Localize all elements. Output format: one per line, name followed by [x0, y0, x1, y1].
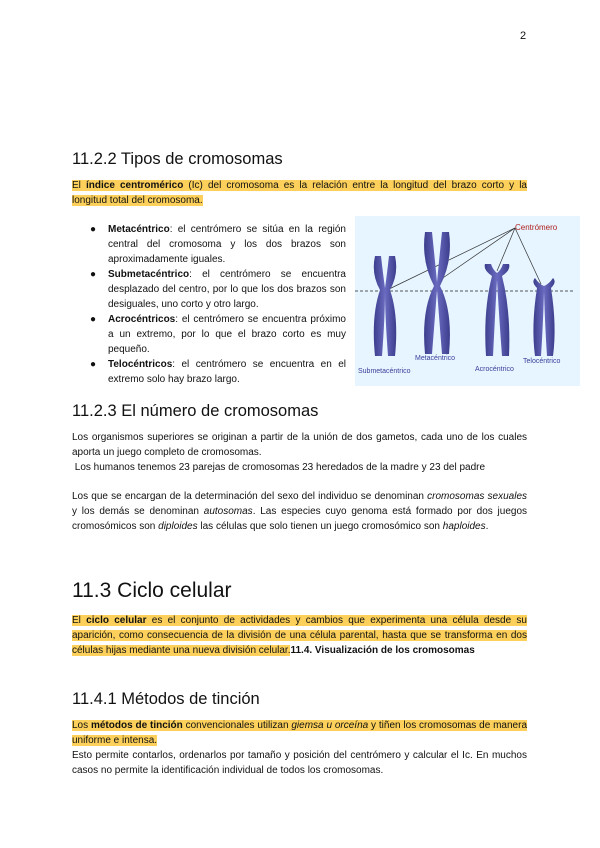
label-acrocentrico: Acrocéntrico: [475, 366, 514, 373]
paragraph-cromosomas-sexuales: Los que se encargan de la determinación del sexo del individuo se denominan cromosomas sexuales y los demás se denominan autosomas. Las especies cuyo genoma está formado por dos juegos cromosómicos son diploides las células que solo tienen un juego cromosómico son haploides.: [72, 491, 528, 532]
submetacentric-chromosome: [374, 256, 396, 356]
heading-metodos-tincion: 11.4.1 Métodos de tinción: [72, 690, 260, 708]
pointer-lines: [385, 228, 541, 291]
label-submetacentrico: Submetacéntrico: [358, 368, 411, 375]
paragraph-indice-centromerico: El índice centromérico (Ic) del cromosoma es la relación entre la longitud del brazo corto y la longitud total del cromosoma.: [72, 180, 527, 206]
term-metodos-tincion: métodos de tinción: [90, 720, 183, 731]
bullet-icon: ●: [90, 314, 97, 325]
label-metacentrico: Metacéntrico: [415, 355, 456, 362]
paragraph-ciclo-celular: El ciclo celular es el conjunto de actividades y cambios que experimenta una célula desde su aparición, como consecuencia de la división de una célula parental, hasta que se transforma en dos células hijas mediante una nueva división celular.11.4. Visualización de los cromosomas: [72, 615, 527, 656]
paragraph-humanos: Los humanos tenemos 23 parejas de cromosomas 23 heredados de la madre y 23 del padre: [72, 462, 486, 473]
telocentric-chromosome: [533, 278, 554, 356]
heading-tipos-cromosomas: 11.2.2 Tipos de cromosomas: [72, 150, 283, 168]
paragraph-contarlos: Esto permite contarlos, ordenarlos por tamaño y posición del centrómero y calcular el Ic. En muchos casos no permite la identificación individual de todos los cromosomas.: [72, 750, 527, 776]
paragraph-metodos-tincion: Los métodos de tinción convencionales utilizan giemsa u orceína y tiñen los cromosomas de manera uniforme e intensa.: [72, 720, 528, 746]
heading-numero-cromosomas: 11.2.3 El número de cromosomas: [72, 402, 319, 420]
bullet-icon: ●: [90, 269, 97, 280]
acrocentric-chromosome: [485, 264, 510, 356]
heading-ciclo-celular: 11.3 Ciclo celular: [72, 579, 232, 602]
metacentric-chromosome: [424, 232, 450, 354]
chromosome-types-list: [90, 222, 346, 387]
label-centromero: Centrómero: [515, 223, 558, 232]
term-indice-centromerico: índice centromérico: [85, 180, 184, 191]
term-ciclo-celular: ciclo celular: [86, 615, 147, 626]
label-telocentrico: Telocéntrico: [523, 358, 561, 365]
page-number: 2: [520, 30, 527, 42]
bullet-icon: ●: [90, 224, 97, 235]
bullet-icon: ●: [90, 359, 97, 370]
heading-visualizacion-inline: 11.4. Visualización de los cromosomas: [290, 645, 475, 656]
paragraph-gametos: Los organismos superiores se originan a partir de la unión de dos gametos, cada uno de los cuales aporta un juego completo de cromosomas.: [72, 432, 527, 458]
list-item: ● Submetacéntrico: el centrómero se encuentra desplazado del centro, por lo que los dos brazos son desiguales, uno corto y otro largo.: [90, 269, 346, 310]
list-item: ● Metacéntrico: el centrómero se sitúa en la región central del cromosoma y los dos brazos son aproximadamente iguales.: [90, 224, 346, 265]
list-item: ● Acrocéntricos: el centrómero se encuentra próximo a un extremo, por lo que el brazo corto es muy pequeño.: [90, 314, 346, 355]
chromosome-types-figure: [355, 216, 580, 386]
list-item: ● Telocéntricos: el centrómero se encuentra en el extremo solo hay brazo largo.: [90, 359, 346, 385]
